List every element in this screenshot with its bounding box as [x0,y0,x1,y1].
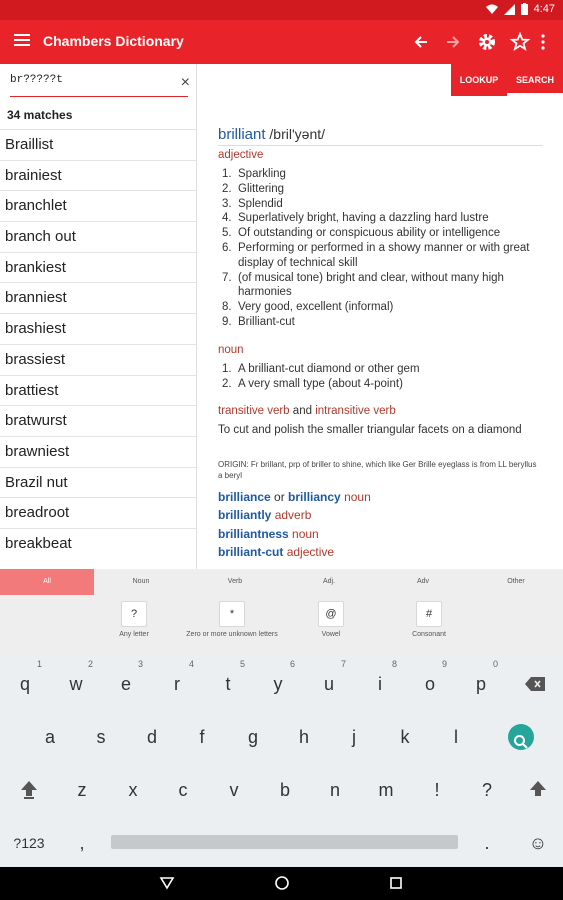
definition-panel [198,96,563,569]
key-h[interactable]: h [298,727,309,747]
key-q[interactable]: 1 q [19,659,42,694]
list-item[interactable]: branchlet [0,190,197,221]
key-n[interactable]: n [329,780,340,800]
key-x[interactable]: x [128,780,138,800]
etymology: ORIGIN: Fr brillant, prp of briller to shine, which like Ger Brille eyeglass is from LL beryllus a beryl [218,460,537,480]
list-item[interactable]: brawniest [0,436,197,467]
filter-adv[interactable]: Adv [416,578,430,585]
emoji-key[interactable]: ☺ [528,833,548,853]
word-list [0,129,197,559]
sense-item: 2. Glittering [222,182,285,195]
list-item[interactable]: branch out [0,221,197,252]
back-arrow-icon[interactable] [410,31,432,53]
search-underline [10,96,188,97]
entry-heading [218,126,543,143]
menu-icon[interactable] [14,33,30,47]
noun-senses [218,362,543,392]
results-pane [0,64,197,569]
tab-lookup[interactable]: LOOKUP [459,75,499,85]
key-period[interactable]: . [484,833,490,853]
filter-noun[interactable]: Noun [132,578,150,585]
derivative-word[interactable]: brilliancy [288,490,341,504]
list-item[interactable]: brankiest [0,252,197,283]
backspace-icon [525,677,545,691]
filter-adj[interactable]: Adj. [322,578,336,585]
derivative-pos: noun [344,490,371,504]
list-item[interactable]: Braillist [0,129,197,160]
derivative-word[interactable]: brilliantly [218,508,272,522]
soft-keyboard [0,655,563,867]
pos-and: and [292,405,312,417]
shift-key[interactable] [4,765,54,815]
verb-sense: To cut and polish the smaller triangular facets on a diamond [218,424,522,436]
key-u[interactable]: 7 u [323,659,346,694]
key-comma[interactable]: , [79,833,85,853]
list-item[interactable]: breakbeat [0,528,197,559]
derivative-word[interactable]: brilliantness [218,527,289,541]
key-m[interactable]: m [378,780,394,800]
settings-gear-icon[interactable] [476,31,498,53]
list-item[interactable]: brashiest [0,313,197,344]
wildcard-key[interactable]: # [416,601,442,627]
symbols-key[interactable]: ?123 [13,835,45,851]
overflow-menu-icon[interactable] [537,31,549,53]
keyboard-row-1 [0,659,563,709]
key-l[interactable]: l [454,727,458,747]
key-c[interactable]: c [178,780,188,800]
wildcard-label: Zero or more unknown letters [186,631,278,638]
divider [218,145,543,146]
wildcard-consonant[interactable] [379,601,479,639]
derivative-word[interactable]: brilliance [218,490,271,504]
shift-key-right[interactable] [513,765,563,815]
pos-adjective: adjective [218,149,264,161]
signal-icon [504,4,515,15]
shift-icon [21,781,37,799]
search-enter-icon [508,724,534,750]
filter-other[interactable]: Other [507,578,525,585]
sense-item: 6. Performing or performed in a showy manner or with great display of technical skill [222,241,530,269]
battery-icon [521,3,528,15]
sense-item: 9. Brilliant-cut [222,315,295,328]
wildcard-zero-or-more[interactable] [182,601,282,639]
key-y[interactable]: 6 y [273,659,295,694]
pos-intransitive: intransitive verb [315,405,396,417]
derivative-pos: adverb [274,508,312,522]
shift-icon [530,781,546,799]
wifi-icon [486,4,498,15]
list-item[interactable]: branniest [0,282,197,313]
key-g[interactable]: g [247,727,258,747]
wildcard-vowel[interactable] [281,601,381,639]
key-a[interactable]: a [44,727,55,747]
derivative [218,508,543,522]
keyboard-row-2 [0,712,563,762]
pronunciation: /bril'yənt/ [269,126,326,142]
filter-verb[interactable]: Verb [227,578,243,585]
key-i[interactable]: 8 i [378,659,397,694]
search-box [10,70,190,98]
spacebar[interactable] [111,835,458,849]
key-f[interactable]: f [199,727,205,747]
clock: 4:47 [533,3,555,15]
derivative-word[interactable]: brilliant-cut [218,545,284,559]
sense-item: 7. (of musical tone) bright and clear, without many high harmonies [222,271,504,299]
key-k[interactable]: k [400,727,410,747]
mode-tabs [451,64,563,96]
list-item[interactable]: brainiest [0,160,197,191]
filter-all[interactable]: All [0,569,94,595]
wildcard-label: Any letter [119,631,149,638]
key-b[interactable]: b [279,780,290,800]
derivative-pos: noun [292,527,319,541]
adjective-senses [218,167,543,330]
pos-verb [218,405,543,417]
derivative-pos: adjective [286,545,335,559]
list-item[interactable]: breadroot [0,497,197,528]
key-o[interactable]: 9 o [424,659,447,694]
key-d[interactable]: d [146,727,157,747]
match-count: 34 matches [7,108,73,122]
status-bar [0,0,563,20]
list-item[interactable]: bratwurst [0,405,197,436]
recents-square-icon[interactable] [388,875,404,891]
wildcard-label: Vowel [321,631,341,638]
pos-noun: noun [218,344,244,356]
key-p[interactable]: 0 p [475,659,498,694]
search-key[interactable] [496,712,546,762]
back-triangle-icon[interactable] [159,875,175,891]
keyboard-row-3 [0,765,563,815]
system-nav-bar [0,867,563,900]
key-s[interactable]: s [96,727,106,747]
forward-arrow-icon[interactable] [442,31,464,53]
sense-item: 8. Very good, excellent (informal) [222,301,394,314]
derivative [218,527,543,541]
tab-search[interactable]: SEARCH [507,64,563,96]
wildcard-key[interactable]: * [219,601,245,627]
key-z[interactable]: z [77,780,87,800]
sense-item: 1. Sparkling [222,168,286,180]
key-question[interactable]: ? [481,780,492,800]
key-exclamation[interactable]: ! [434,780,440,800]
sense-item: 5. Of outstanding or conspicuous ability or intelligence [222,227,501,240]
wildcard-any-letter[interactable] [84,601,184,639]
key-w[interactable]: 2 w [69,659,93,694]
sense-item: 1. A brilliant-cut diamond or other gem [222,363,420,375]
derivative [218,545,543,559]
search-input[interactable] [10,74,160,86]
star-icon[interactable] [509,31,531,53]
key-r[interactable]: 4 r [174,659,194,694]
wildcard-key[interactable]: ? [121,601,147,627]
wildcard-bar [0,595,563,655]
pos-filter-bar [0,569,563,595]
list-item[interactable]: Brazil nut [0,467,197,498]
key-t[interactable]: 5 t [225,659,245,694]
wildcard-label: Consonant [412,631,446,638]
key-j[interactable]: j [352,727,356,747]
home-circle-icon[interactable] [274,875,290,891]
backspace-key[interactable] [510,659,560,709]
wildcard-key[interactable]: @ [318,601,344,627]
headword: brilliant [218,126,266,143]
sense-item: 3. Splendid [222,197,283,210]
clear-search-icon[interactable]: × [180,74,190,91]
derivative-or: or [274,490,285,504]
sense-item: 4. Superlatively bright, having a dazzling hard lustre [222,212,489,225]
derivative [218,490,543,504]
list-item[interactable]: brattiest [0,375,197,406]
sense-item: 2. A very small type (about 4-point) [222,377,403,390]
pos-transitive: transitive verb [218,405,290,417]
key-e[interactable]: 3 e [120,659,143,694]
app-title: Chambers Dictionary [43,33,184,49]
list-item[interactable]: brassiest [0,344,197,375]
key-v[interactable]: v [229,780,239,800]
app-toolbar [0,20,563,64]
